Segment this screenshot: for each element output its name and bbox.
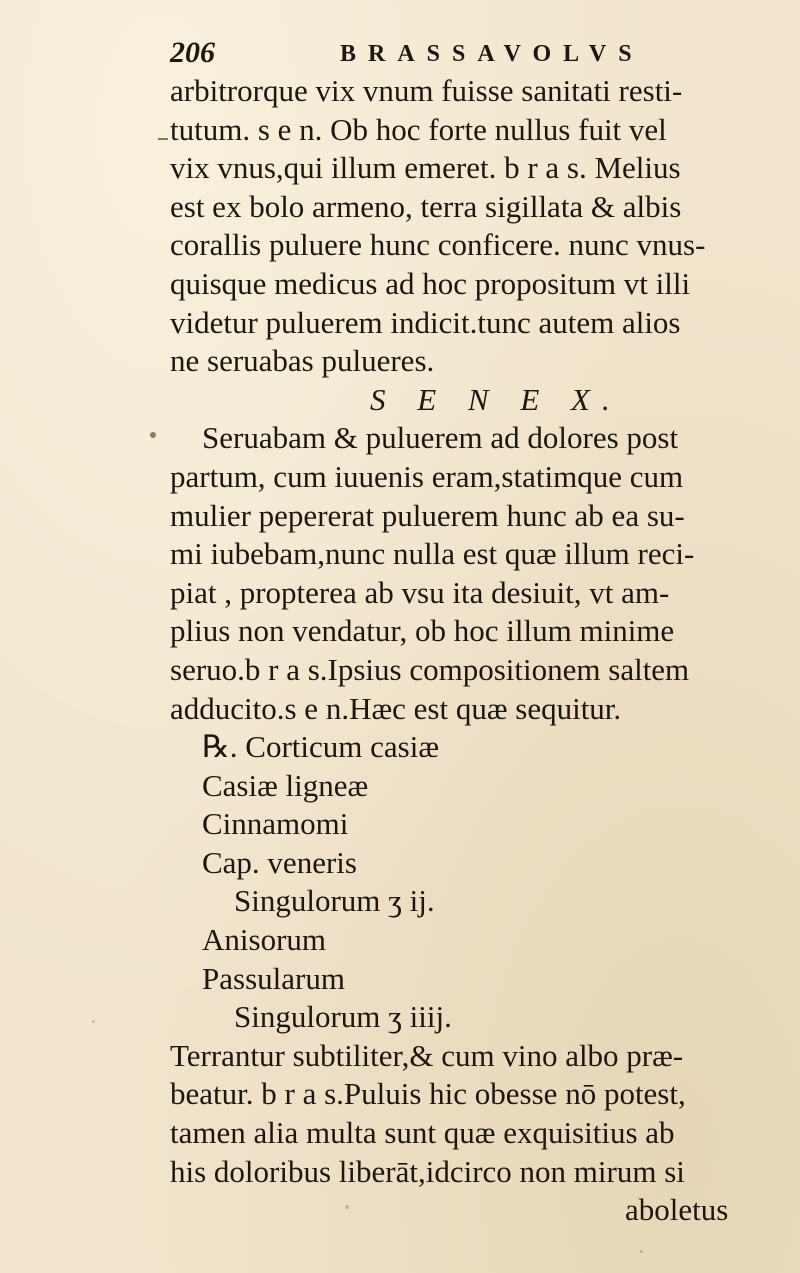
text-line: est ex bolo armeno, terra sigillata & albis <box>170 188 682 224</box>
text-line: adducito.s e n.Hæc est quæ sequitur. <box>170 690 622 726</box>
paper-speck <box>345 1205 349 1209</box>
text-line: mi iubebam,nunc nulla est quæ illum reci- <box>170 536 695 572</box>
recipe-line: Cinnamomi <box>202 806 349 842</box>
text-line: tutum. s e n. Ob hoc forte nullus fuit vel <box>170 111 667 147</box>
recipe-line: Cap. veneris <box>202 844 357 880</box>
page-header <box>170 36 670 76</box>
text-line: arbitrorque vix vnum fuisse sanitati resti- <box>170 73 683 108</box>
recipe-line: Passularum <box>202 960 345 996</box>
text-line: Terrantur subtiliter,& cum vino albo præ- <box>170 1037 684 1073</box>
margin-mark <box>150 432 156 438</box>
text-line: plius non vendatur, ob hoc illum minime <box>170 613 675 649</box>
text-line: his doloribus liberāt,idcirco non mirum si <box>170 1153 685 1189</box>
page-number: 206 <box>170 36 215 69</box>
recipe-line: Anisorum <box>202 922 326 958</box>
text-line: vix vnus,qui illum emeret. b r a s. Melius <box>170 150 681 186</box>
text-line: seruo.b r a s.Ipsius compositionem saltem <box>170 651 690 687</box>
speaker-heading: S E N E X. <box>370 381 622 417</box>
margin-mark <box>158 138 168 140</box>
recipe-quantity: Singulorum ʒ ij. <box>234 883 435 919</box>
text-line: tamen alia multa sunt quæ exquisitius ab <box>170 1115 675 1151</box>
recipe-quantity: Singulorum ʒ iiij. <box>234 999 452 1035</box>
body-text <box>170 72 770 1230</box>
paper-speck <box>640 1250 643 1253</box>
text-line: partum, cum iuuenis eram,statimque cum <box>170 458 684 494</box>
text-line: videtur puluerem indicit.tunc autem alios <box>170 304 681 340</box>
text-line: ne seruabas pulueres. <box>170 343 435 379</box>
catchword: aboletus <box>625 1192 729 1228</box>
text-line: corallis puluere hunc conficere. nunc vnus- <box>170 227 706 263</box>
text-line: beatur. b r a s.Puluis hic obesse nō potest, <box>170 1076 686 1112</box>
text-line: quisque medicus ad hoc propositum vt illi <box>170 265 691 301</box>
text-line: piat , propterea ab vsu ita desiuit, vt am- <box>170 574 670 610</box>
text-line: mulier pepererat puluerem hunc ab ea su- <box>170 497 685 533</box>
recipe-line: ℞. Corticum casiæ <box>202 729 440 765</box>
running-head: BRASSAVOLVS <box>340 41 644 67</box>
text-line: Seruabam & puluerem ad dolores post <box>202 420 679 456</box>
recipe-line: Casiæ ligneæ <box>202 767 369 803</box>
paper-speck <box>92 1020 95 1023</box>
